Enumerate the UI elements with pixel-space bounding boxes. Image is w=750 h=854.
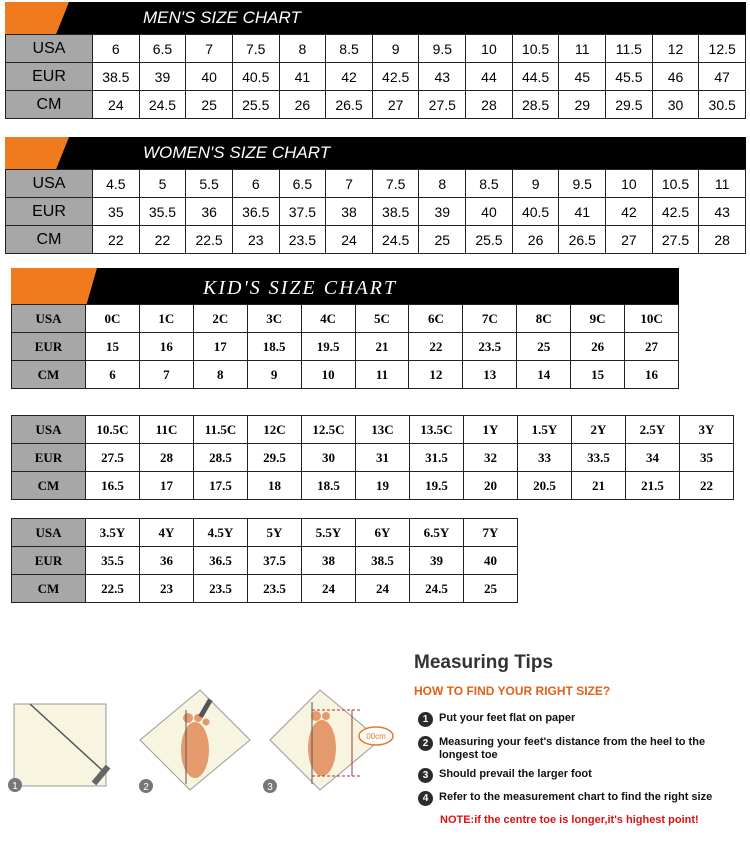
size-row-cm: [12, 472, 734, 500]
size-cell: 18: [248, 472, 302, 500]
size-cell: 4.5Y: [194, 519, 248, 547]
kid-table1-body: [12, 305, 679, 389]
row-label: EUR: [12, 333, 86, 361]
size-cell: 25: [517, 333, 571, 361]
size-cell: 45: [559, 63, 606, 91]
size-cell: 10.5: [512, 35, 559, 63]
row-label: EUR: [12, 547, 86, 575]
size-cell: 12.5: [699, 35, 746, 63]
size-cell: 35: [93, 198, 140, 226]
size-cell: 11: [699, 170, 746, 198]
size-cell: 38.5: [356, 547, 410, 575]
size-cell: 33.5: [572, 444, 626, 472]
size-cell: 15: [86, 333, 140, 361]
size-cell: 26: [279, 91, 326, 119]
size-cell: 17: [193, 333, 247, 361]
row-label: EUR: [6, 198, 93, 226]
size-cell: 12: [409, 361, 463, 389]
size-row-usa: [6, 170, 746, 198]
size-cell: 7.5: [232, 35, 279, 63]
size-cell: 6Y: [356, 519, 410, 547]
foot-outline-illustration: [140, 690, 250, 790]
size-cell: 25.5: [232, 91, 279, 119]
size-cell: 3C: [247, 305, 301, 333]
size-cell: 36: [140, 547, 194, 575]
header-accent: [5, 2, 69, 34]
size-cell: 39: [410, 547, 464, 575]
size-cell: 14: [517, 361, 571, 389]
kid-size-table-3: [11, 518, 518, 603]
row-label: CM: [6, 91, 93, 119]
size-cell: 6: [86, 361, 140, 389]
kid-table2-body: [12, 416, 734, 500]
tips-note: NOTE:if the centre toe is longer,it's highest point!: [440, 814, 699, 826]
size-row-eur: [6, 198, 746, 226]
size-cell: 25: [464, 575, 518, 603]
size-cell: 26.5: [326, 91, 373, 119]
size-cell: 24.5: [410, 575, 464, 603]
header-accent: [5, 137, 69, 169]
size-cell: 18.5: [302, 472, 356, 500]
size-cell: 3.5Y: [86, 519, 140, 547]
size-row-cm: [12, 361, 679, 389]
size-cell: 22: [139, 226, 186, 254]
row-label: CM: [12, 361, 86, 389]
size-cell: 11: [355, 361, 409, 389]
size-cell: 6: [93, 35, 140, 63]
size-cell: 38: [326, 198, 373, 226]
illustration-label-2: 2: [143, 782, 149, 793]
size-cell: 20: [464, 472, 518, 500]
size-cell: 19.5: [301, 333, 355, 361]
row-label: USA: [6, 35, 93, 63]
size-cell: 16.5: [86, 472, 140, 500]
size-cell: 36.5: [194, 547, 248, 575]
size-cell: 27: [372, 91, 419, 119]
size-cell: 42: [326, 63, 373, 91]
size-cell: 24: [326, 226, 373, 254]
men-table-body: [6, 35, 746, 119]
size-cell: 8.5: [326, 35, 373, 63]
size-cell: 9.5: [419, 35, 466, 63]
row-label: USA: [6, 170, 93, 198]
step-number-badge: 3: [418, 768, 433, 783]
size-cell: 22.5: [186, 226, 233, 254]
women-chart-title: WOMEN'S SIZE CHART: [143, 143, 331, 162]
step-number-badge: 2: [418, 736, 433, 751]
kid-size-table-2: [11, 415, 734, 500]
size-cell: 12.5C: [302, 416, 356, 444]
size-cell: 27.5: [652, 226, 699, 254]
size-cell: 26.5: [559, 226, 606, 254]
tip-text: Should prevail the larger foot: [439, 768, 592, 780]
size-cell: 19.5: [410, 472, 464, 500]
row-label: EUR: [6, 63, 93, 91]
size-cell: 6.5: [139, 35, 186, 63]
size-cell: 25: [186, 91, 233, 119]
size-cell: 41: [559, 198, 606, 226]
size-cell: 8.5: [466, 170, 513, 198]
size-cell: 23: [140, 575, 194, 603]
size-cell: 22: [409, 333, 463, 361]
size-cell: 36.5: [232, 198, 279, 226]
size-cell: 26: [512, 226, 559, 254]
size-cell: 21: [572, 472, 626, 500]
size-cell: 30: [652, 91, 699, 119]
row-label: USA: [12, 305, 86, 333]
size-cell: 9: [512, 170, 559, 198]
size-cell: 7.5: [372, 170, 419, 198]
size-cell: 6.5Y: [410, 519, 464, 547]
size-cell: 24: [93, 91, 140, 119]
row-label: USA: [12, 519, 86, 547]
size-row-usa: [12, 416, 734, 444]
size-cell: 21.5: [626, 472, 680, 500]
size-cell: 24.5: [372, 226, 419, 254]
tip-step-1: [418, 712, 575, 727]
size-cell: 23: [232, 226, 279, 254]
size-cell: 24.5: [139, 91, 186, 119]
size-cell: 29: [559, 91, 606, 119]
size-cell: 28.5: [512, 91, 559, 119]
men-size-table: [5, 34, 746, 119]
size-cell: 23.5: [248, 575, 302, 603]
step-number-badge: 4: [418, 791, 433, 806]
step-number-badge: 1: [418, 712, 433, 727]
size-row-eur: [12, 333, 679, 361]
size-cell: 32: [464, 444, 518, 472]
size-cell: 4.5: [93, 170, 140, 198]
size-cell: 38.5: [93, 63, 140, 91]
tip-text: Measuring your feet's distance from the heel to the longest toe: [439, 736, 706, 761]
size-cell: 37.5: [248, 547, 302, 575]
size-cell: 7: [139, 361, 193, 389]
row-label: EUR: [12, 444, 86, 472]
tip-step-2: [418, 736, 709, 762]
size-cell: 12C: [248, 416, 302, 444]
size-cell: 30: [302, 444, 356, 472]
size-cell: 15: [571, 361, 625, 389]
size-cell: 23.5: [194, 575, 248, 603]
size-cell: 10.5: [652, 170, 699, 198]
size-cell: 35.5: [139, 198, 186, 226]
size-cell: 35.5: [86, 547, 140, 575]
size-cell: 1Y: [464, 416, 518, 444]
men-chart-title: MEN'S SIZE CHART: [143, 8, 301, 27]
size-cell: 23.5: [463, 333, 517, 361]
kid-chart-title: KID'S SIZE CHART: [203, 277, 398, 299]
men-chart-header: [5, 2, 746, 34]
size-cell: 7: [186, 35, 233, 63]
tip-step-4: [418, 791, 712, 806]
size-cell: 40.5: [512, 198, 559, 226]
kid-table3-body: [12, 519, 518, 603]
size-cell: 42.5: [372, 63, 419, 91]
size-cell: 6C: [409, 305, 463, 333]
size-cell: 11.5C: [194, 416, 248, 444]
size-cell: 24: [356, 575, 410, 603]
size-cell: 28: [140, 444, 194, 472]
size-row-usa: [6, 35, 746, 63]
size-cell: 40.5: [232, 63, 279, 91]
size-cell: 27.5: [419, 91, 466, 119]
size-cell: 8: [193, 361, 247, 389]
size-cell: 42.5: [652, 198, 699, 226]
size-cell: 33: [518, 444, 572, 472]
size-cell: 41: [279, 63, 326, 91]
size-cell: 7C: [463, 305, 517, 333]
header-accent: [11, 268, 97, 304]
size-row-eur: [6, 63, 746, 91]
size-cell: 13C: [356, 416, 410, 444]
size-cell: 43: [699, 198, 746, 226]
kid-size-table-1: [11, 304, 679, 389]
women-size-table: [5, 169, 746, 254]
row-label: USA: [12, 416, 86, 444]
size-cell: 5.5: [186, 170, 233, 198]
size-cell: 28.5: [194, 444, 248, 472]
size-cell: 9: [247, 361, 301, 389]
tip-step-3: [418, 768, 592, 783]
size-cell: 10: [301, 361, 355, 389]
size-cell: 2C: [193, 305, 247, 333]
size-cell: 12: [652, 35, 699, 63]
size-cell: 8: [419, 170, 466, 198]
size-cell: 11.5: [606, 35, 653, 63]
size-cell: 45.5: [606, 63, 653, 91]
size-cell: 34: [626, 444, 680, 472]
size-cell: 9: [372, 35, 419, 63]
size-cell: 40: [466, 198, 513, 226]
size-cell: 36: [186, 198, 233, 226]
size-cell: 44: [466, 63, 513, 91]
size-cell: 4Y: [140, 519, 194, 547]
size-cell: 10C: [625, 305, 679, 333]
size-cell: 2.5Y: [626, 416, 680, 444]
size-cell: 17.5: [194, 472, 248, 500]
size-cell: 22: [680, 472, 734, 500]
size-cell: 11C: [140, 416, 194, 444]
size-cell: 8: [279, 35, 326, 63]
size-row-usa: [12, 519, 518, 547]
women-chart-header: [5, 137, 746, 169]
row-label: CM: [12, 575, 86, 603]
size-cell: 31.5: [410, 444, 464, 472]
size-cell: 10: [466, 35, 513, 63]
size-cell: 5C: [355, 305, 409, 333]
size-cell: 30.5: [699, 91, 746, 119]
size-cell: 5.5Y: [302, 519, 356, 547]
size-cell: 24: [302, 575, 356, 603]
size-cell: 3Y: [680, 416, 734, 444]
size-cell: 17: [140, 472, 194, 500]
size-cell: 0C: [86, 305, 140, 333]
size-row-cm: [6, 226, 746, 254]
size-cell: 27: [625, 333, 679, 361]
size-cell: 40: [186, 63, 233, 91]
women-table-body: [6, 170, 746, 254]
size-row-eur: [12, 547, 518, 575]
size-cell: 27.5: [86, 444, 140, 472]
size-cell: 5Y: [248, 519, 302, 547]
size-cell: 28: [699, 226, 746, 254]
size-cell: 46: [652, 63, 699, 91]
size-cell: 35: [680, 444, 734, 472]
size-cell: 29.5: [606, 91, 653, 119]
illustration-label-3: 3: [267, 782, 273, 793]
size-cell: 10: [606, 170, 653, 198]
size-cell: 10.5C: [86, 416, 140, 444]
size-cell: 9.5: [559, 170, 606, 198]
size-cell: 42: [606, 198, 653, 226]
size-cell: 6: [232, 170, 279, 198]
size-cell: 37.5: [279, 198, 326, 226]
measuring-tips-subtitle: HOW TO FIND YOUR RIGHT SIZE?: [414, 684, 611, 698]
paper-and-pencil-illustration: [14, 704, 110, 786]
size-cell: 1.5Y: [518, 416, 572, 444]
size-cell: 27: [606, 226, 653, 254]
size-cell: 7Y: [464, 519, 518, 547]
size-cell: 22: [93, 226, 140, 254]
measure-label: 00cm: [366, 732, 386, 741]
size-cell: 7: [326, 170, 373, 198]
size-cell: 21: [355, 333, 409, 361]
size-cell: 44.5: [512, 63, 559, 91]
size-cell: 47: [699, 63, 746, 91]
illustration-label-1: 1: [12, 781, 18, 792]
size-cell: 28: [466, 91, 513, 119]
size-cell: 2Y: [572, 416, 626, 444]
kid-chart-header: [11, 268, 679, 304]
tip-text: Refer to the measurement chart to find the right size: [439, 791, 713, 803]
size-cell: 13: [463, 361, 517, 389]
size-cell: 8C: [517, 305, 571, 333]
size-cell: 4C: [301, 305, 355, 333]
size-cell: 22.5: [86, 575, 140, 603]
size-cell: 31: [356, 444, 410, 472]
size-row-cm: [12, 575, 518, 603]
size-cell: 19: [356, 472, 410, 500]
size-cell: 38: [302, 547, 356, 575]
size-row-usa: [12, 305, 679, 333]
row-label: CM: [12, 472, 86, 500]
size-cell: 11: [559, 35, 606, 63]
size-cell: 40: [464, 547, 518, 575]
size-cell: 29.5: [248, 444, 302, 472]
row-label: CM: [6, 226, 93, 254]
measuring-illustrations: [0, 680, 410, 854]
size-row-eur: [12, 444, 734, 472]
size-cell: 26: [571, 333, 625, 361]
size-cell: 16: [625, 361, 679, 389]
size-cell: 25: [419, 226, 466, 254]
size-cell: 38.5: [372, 198, 419, 226]
size-cell: 25.5: [466, 226, 513, 254]
size-cell: 13.5C: [410, 416, 464, 444]
size-row-cm: [6, 91, 746, 119]
size-cell: 23.5: [279, 226, 326, 254]
size-cell: 1C: [139, 305, 193, 333]
size-cell: 16: [139, 333, 193, 361]
size-cell: 39: [139, 63, 186, 91]
size-cell: 6.5: [279, 170, 326, 198]
measuring-tips-title: Measuring Tips: [414, 652, 554, 673]
size-cell: 43: [419, 63, 466, 91]
tip-text: Put your feet flat on paper: [439, 712, 576, 724]
size-cell: 18.5: [247, 333, 301, 361]
size-cell: 9C: [571, 305, 625, 333]
size-cell: 20.5: [518, 472, 572, 500]
size-cell: 39: [419, 198, 466, 226]
size-cell: 5: [139, 170, 186, 198]
